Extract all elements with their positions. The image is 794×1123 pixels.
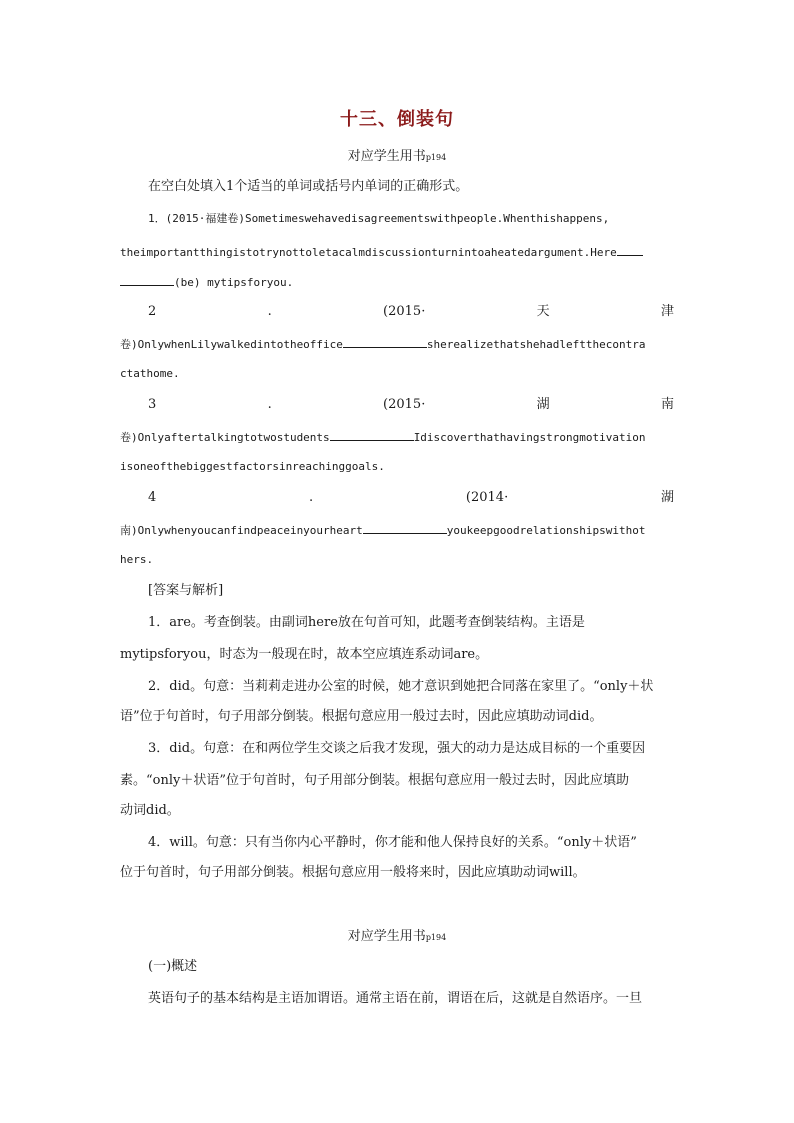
question-source: (2015·: [383, 397, 426, 412]
question-4-text: 南)Onlywhenyoucanfindpeaceinyourheart: [120, 524, 363, 537]
question-source-char: 南: [660, 397, 674, 412]
question-dot: .: [309, 490, 314, 505]
answer-1-line-1: 1．are。考查倒装。由副词here放在句首可知，此题考查倒装结构。主语是: [148, 615, 585, 630]
answer-2-line-1: 2．did。句意：当莉莉走进办公室的时候，她才意识到她把合同落在家里了。“only＋状: [148, 679, 654, 694]
section-reference: [0, 928, 794, 947]
question-number: 3: [148, 397, 157, 412]
question-2-text: sherealizethatshehadleftthecontra: [426, 338, 646, 351]
answer-blank: [120, 272, 174, 286]
answer-3-line-3: 动词did。: [120, 803, 180, 818]
question-4-line-2: [120, 520, 674, 540]
answer-blank: [343, 334, 427, 348]
question-4-text: youkeepgoodrelationshipswithot: [446, 524, 646, 537]
question-1-text: (be) mytipsforyou.: [174, 276, 294, 289]
question-source: (2014·: [465, 490, 509, 505]
question-4-line-3: hers.: [120, 553, 154, 566]
answer-blank: [330, 427, 414, 441]
question-3-text: 卷)Onlyaftertalkingtotwostudents: [120, 431, 330, 444]
question-2-header: [120, 303, 674, 321]
question-1-line-2: [120, 242, 674, 262]
section-page-number: p194: [425, 933, 447, 942]
question-source-char: 津: [660, 304, 674, 319]
answers-heading: [答案与解析]: [148, 583, 224, 598]
answer-4-line-1: 4．will。句意：只有当你内心平静时，你才能和他人保持良好的关系。“only＋状语”: [148, 835, 637, 850]
question-dot: .: [267, 304, 272, 319]
question-1-line-3: [120, 272, 674, 292]
section-reference-text: 对应学生用书: [347, 929, 426, 944]
answer-1-line-2: mytipsforyou，时态为一般现在时，故本空应填连系动词are。: [120, 647, 489, 662]
question-2-line-2: [120, 334, 674, 354]
overview-line-1: 英语句子的基本结构是主语加谓语。通常主语在前，谓语在后，这就是自然语序。一旦: [148, 991, 643, 1006]
question-source-char: 湖: [660, 490, 674, 505]
overview-heading: (一)概述: [148, 959, 198, 974]
question-4-header: [120, 489, 674, 507]
answer-blank: [363, 520, 447, 534]
section-reference-text: 对应学生用书: [347, 149, 426, 164]
question-1-line-1: 1．(2015·福建卷)Sometimeswehavedisagreementswithpeople.Whenthishappens,: [148, 212, 610, 225]
question-3-text: Idiscoverthathavingstrongmotivation: [413, 431, 646, 444]
answer-3-line-2: 素。“only＋状语”位于句首时，句子用部分倒装。根据句意应用一般过去时，因此应填助: [120, 773, 629, 788]
answer-blank: [617, 242, 643, 256]
answer-3-line-1: 3．did。句意：在和两位学生交谈之后我才发现，强大的动力是达成目标的一个重要因: [148, 741, 646, 756]
question-number: 2: [148, 304, 157, 319]
question-3-line-2: [120, 427, 674, 447]
answer-4-line-2: 位于句首时，句子用部分倒装。根据句意应用一般将来时，因此应填助动词will。: [120, 865, 586, 880]
question-source-char: 湖: [536, 397, 550, 412]
question-2-text: 卷)OnlywhenLilywalkedintotheoffice: [120, 338, 343, 351]
question-1-text: theimportantthingistotrynottoletacalmdiscussionturnintoaheatedargument.Here: [120, 246, 617, 259]
question-number: 4: [148, 490, 157, 505]
instruction: 在空白处填入1个适当的单词或括号内单词的正确形式。: [148, 179, 469, 194]
question-2-line-3: ctathome.: [120, 367, 180, 380]
section-page-number: p194: [425, 153, 447, 162]
page-title: 十三、倒装句: [340, 109, 454, 130]
section-reference: [0, 148, 794, 167]
question-3-header: [120, 396, 674, 414]
question-dot: .: [267, 397, 272, 412]
answer-2-line-2: 语”位于句首时，句子用部分倒装。根据句意应用一般过去时，因此应填助动词did。: [120, 709, 603, 724]
question-source: (2015·: [383, 304, 426, 319]
question-3-line-3: isoneofthebiggestfactorsinreachinggoals.: [120, 460, 385, 473]
question-source-char: 天: [536, 304, 550, 319]
